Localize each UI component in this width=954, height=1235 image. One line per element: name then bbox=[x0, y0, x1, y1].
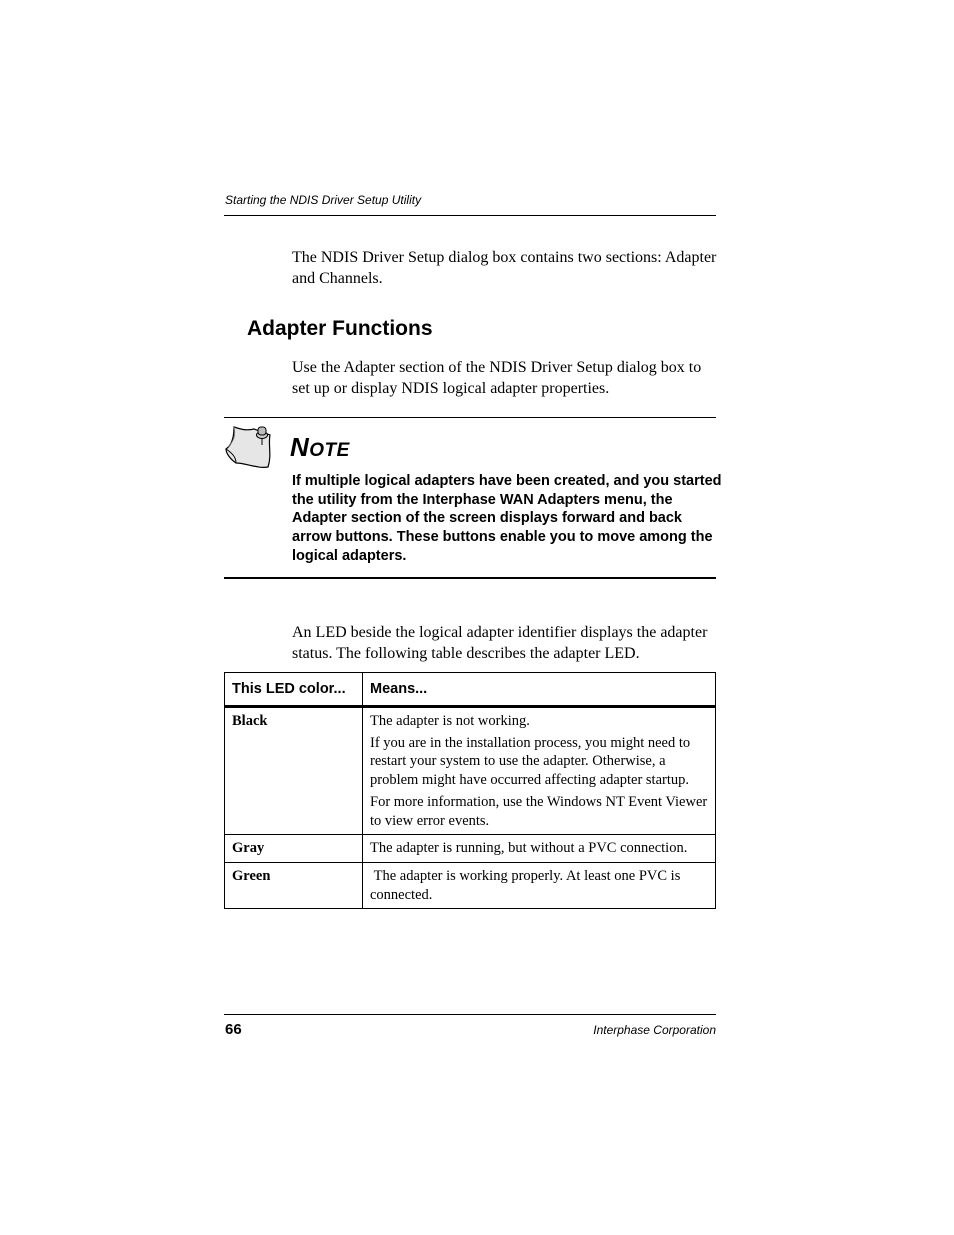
section-heading: Adapter Functions bbox=[247, 317, 433, 340]
note-title-initial: N bbox=[290, 432, 310, 462]
footer-rule bbox=[224, 1014, 716, 1015]
led-intro-paragraph: An LED beside the logical adapter identifier displays the adapter status. The following table describes the adapter LED. bbox=[292, 624, 708, 662]
means-text: The adapter is running, but without a PVC connection. bbox=[370, 840, 688, 857]
page-number: 66 bbox=[225, 1021, 242, 1038]
led-table bbox=[224, 672, 716, 909]
footer-company: Interphase Corporation bbox=[593, 1023, 716, 1037]
led-means-cell bbox=[363, 707, 716, 835]
note-title-rest: OTE bbox=[309, 440, 350, 461]
table-row bbox=[225, 707, 716, 835]
note-bottom-rule bbox=[224, 577, 716, 579]
intro-paragraph: The NDIS Driver Setup dialog box contains two sections: Adapter and Channels. bbox=[292, 249, 717, 287]
led-color-cell: Gray bbox=[225, 835, 363, 863]
column-header-means: Means... bbox=[363, 673, 716, 707]
led-means-cell bbox=[363, 835, 716, 863]
note-title bbox=[290, 432, 350, 463]
means-text: The adapter is working properly. At least one PVC is connected. bbox=[370, 867, 684, 903]
table-header-row bbox=[225, 673, 716, 707]
header-rule bbox=[224, 215, 716, 216]
table-row bbox=[225, 862, 716, 908]
means-text: For more information, use the Windows NT Event Viewer to view error events. bbox=[370, 793, 708, 829]
section-paragraph: Use the Adapter section of the NDIS Driver Setup dialog box to set up or display NDIS logical adapter properties. bbox=[292, 359, 702, 397]
note-top-rule bbox=[224, 417, 716, 418]
means-text: If you are in the installation process, you might need to restart your system to use the adapter. Otherwise, a problem might have occurred affecting adapter startup. bbox=[370, 734, 691, 789]
led-color-cell: Black bbox=[225, 707, 363, 835]
means-text: The adapter is not working. bbox=[370, 713, 530, 729]
running-header: Starting the NDIS Driver Setup Utility bbox=[225, 193, 422, 207]
led-color-cell: Green bbox=[225, 862, 363, 908]
note-body: If multiple logical adapters have been created, and you started the utility from the Interphase WAN Adapters menu, the Adapter section of the screen displays forward and back arrow buttons. These buttons enable you to move among the logical adapters. bbox=[292, 473, 722, 564]
column-header-color: This LED color... bbox=[225, 673, 363, 707]
led-means-cell bbox=[363, 862, 716, 908]
note-paper-icon bbox=[224, 423, 276, 471]
table-row bbox=[225, 835, 716, 863]
